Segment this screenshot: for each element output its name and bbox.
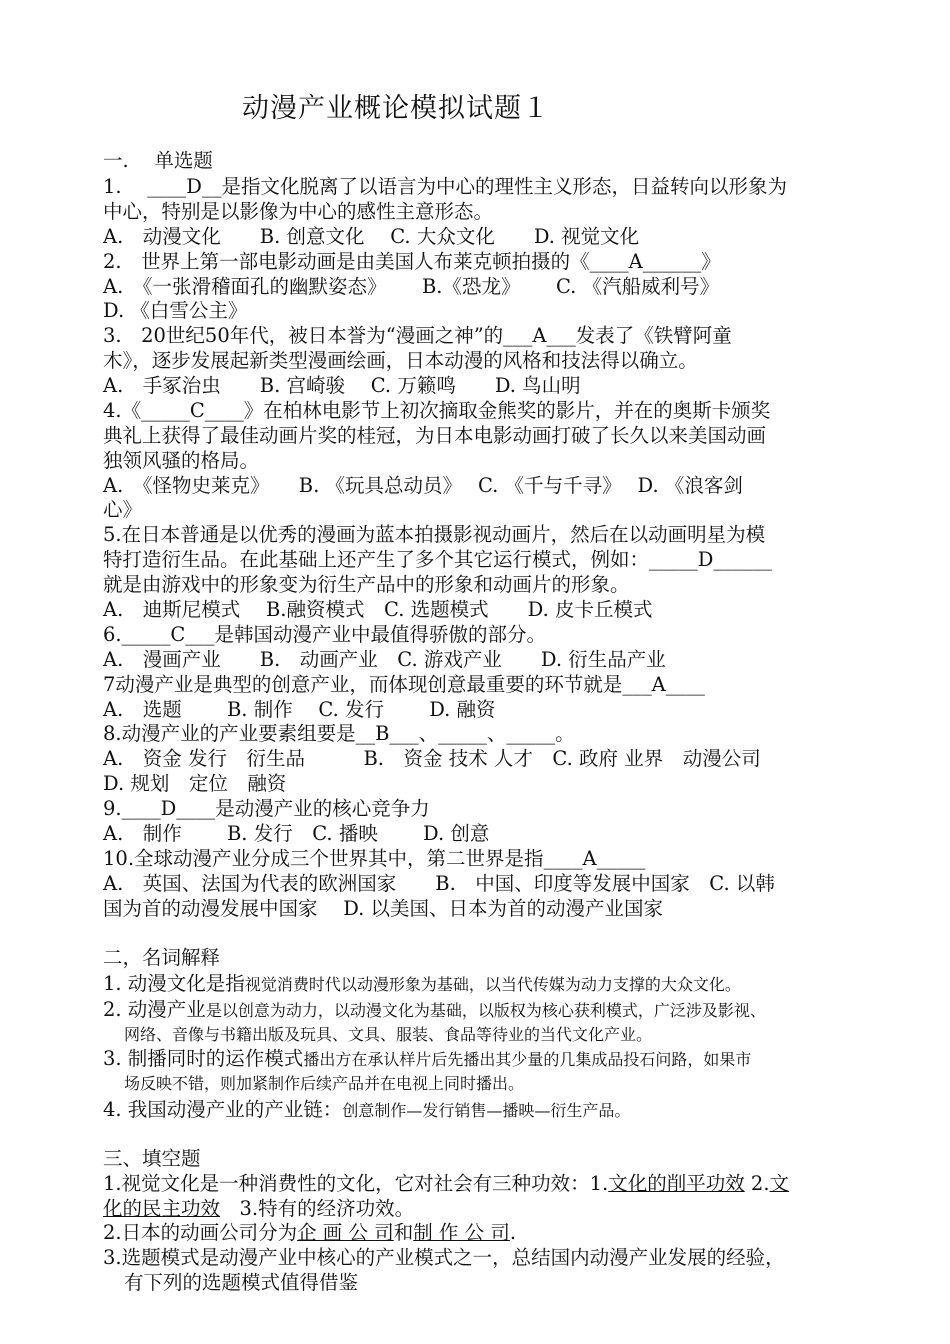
question-5-cont: 特打造衍生品。在此基础上还产生了多个其它运行模式，例如：_____D______ bbox=[103, 548, 772, 571]
question-10-options: A. 英国、法国为代表的欧洲国家 B. 中国、印度等发展中国家 C. 以韩 bbox=[103, 872, 775, 895]
term-3-definition-cont: 场反映不错，则加紧制作后续产品并在电视上同时播出。 bbox=[124, 1074, 525, 1093]
question-4-cont2: 独领风骚的格局。 bbox=[103, 449, 260, 472]
question-10-options-cont: 国为首的动漫发展中国家 D. 以美国、日本为首的动漫产业国家 bbox=[103, 897, 664, 920]
question-6-options: A. 漫画产业 B. 动画产业 C. 游戏产业 D. 衍生品产业 bbox=[103, 648, 666, 671]
term-1 bbox=[103, 971, 741, 997]
term-3 bbox=[103, 1046, 751, 1072]
term-4-definition: 创意制作—发行销售—播映—衍生产品。 bbox=[342, 1101, 631, 1120]
question-4: 4.《_____C____》在柏林电影节上初次摘取金熊奖的影片，并在的奥斯卡颁奖 bbox=[103, 399, 771, 422]
question-9-options: A. 制作 B. 发行 C. 播映 D. 创意 bbox=[103, 822, 490, 845]
question-9: 9.____D____是动漫产业的核心竞争力 bbox=[103, 797, 430, 820]
section-heading-fill-blank: 三、填空题 bbox=[103, 1147, 201, 1170]
fill-3-cont: 有下列的选题模式值得借鉴 bbox=[124, 1271, 359, 1294]
question-2-options: A. 《一张滑稽面孔的幽默姿态》 B.《恐龙》 C. 《汽船威利号》 bbox=[103, 275, 720, 298]
question-5-cont2: 就是由游戏中的形象变为衍生产品中的形象和动画片的形象。 bbox=[103, 573, 630, 596]
fill-2-tail: . bbox=[509, 1221, 517, 1244]
term-2-definition-cont: 网络、音像与书籍出版及玩具、文具、服装、食品等待业的当代文化产业。 bbox=[124, 1025, 653, 1044]
question-6: 6._____C___是韩国动漫产业中最值得骄傲的部分。 bbox=[103, 623, 547, 646]
term-2-definition: 是以创意为动力，以动漫文化为基础，以版权为核心获利模式，广泛涉及影视、 bbox=[205, 1001, 766, 1020]
question-7-options: A. 选题 B. 制作 C. 发行 D. 融资 bbox=[103, 698, 496, 721]
question-8-options: A. 资金 发行 衍生品 B. 资金 技术 人才 C. 政府 业界 动漫公司 bbox=[103, 747, 761, 770]
fill-3: 3.选题模式是动漫产业中核心的产业模式之一，总结国内动漫产业发展的经验， bbox=[103, 1246, 785, 1269]
term-2-label: 2. 动漫产业 bbox=[103, 998, 206, 1021]
question-3: 3. 20世纪50年代，被日本誉为“漫画之神”的___A___发表了《铁臂阿童 bbox=[103, 324, 732, 347]
question-2: 2. 世界上第一部电影动画是由美国人布莱克顿拍摄的《____A______》 bbox=[103, 250, 721, 273]
question-1-cont: 中心，特别是以影像为中心的感性主意形态。 bbox=[103, 200, 494, 223]
question-5-options: A. 迪斯尼模式 B.融资模式 C. 选题模式 D. 皮卡丘模式 bbox=[103, 598, 653, 621]
question-8-options-cont: D. 规划 定位 融资 bbox=[103, 772, 287, 795]
question-4-options-cont: 心》 bbox=[103, 498, 143, 521]
section-heading-single-choice: 一. 单选题 bbox=[103, 149, 213, 172]
fill-2-answer-1: 企 画 公 司 bbox=[297, 1221, 394, 1244]
question-1-options: A. 动漫文化 B. 创意文化 C. 大众文化 D. 视觉文化 bbox=[103, 225, 640, 248]
fill-1-text: 1.视觉文化是一种消费性的文化，它对社会有三种功效：1. bbox=[103, 1172, 609, 1195]
question-4-options: A. 《怪物史莱克》 B. 《玩具总动员》 C. 《千与千寻》 D. 《浪客剑 bbox=[103, 474, 743, 497]
fill-2-mid: 和 bbox=[393, 1221, 414, 1244]
fill-1-answer-1: 文化的削平功效 bbox=[608, 1172, 745, 1195]
term-4-label: 4. 我国动漫产业的产业链： bbox=[103, 1098, 343, 1121]
question-3-cont: 木》，逐步发展起新类型漫画绘画，日本动漫的风格和技法得以确立。 bbox=[103, 349, 698, 372]
fill-2-text: 2.日本的动画公司分为 bbox=[103, 1221, 298, 1244]
question-2-options-cont: D. 《白雪公主》 bbox=[103, 299, 248, 322]
question-8: 8.动漫产业的产业要素组要是__B___、_____、_____。 bbox=[103, 722, 575, 745]
fill-1-tail: 3.特有的经济功效。 bbox=[220, 1197, 415, 1220]
term-2 bbox=[103, 997, 766, 1023]
fill-1-mid: 2. bbox=[744, 1172, 770, 1195]
question-10: 10.全球动漫产业分成三个世界其中，第二世界是指____A_____ bbox=[103, 847, 646, 870]
fill-2 bbox=[103, 1220, 516, 1245]
term-4 bbox=[103, 1097, 630, 1123]
fill-1-answer-2-cont: 化的民主功效 bbox=[103, 1197, 221, 1220]
page-title: 动漫产业概论模拟试题１ bbox=[242, 93, 550, 124]
fill-1 bbox=[103, 1171, 789, 1196]
term-1-label: 1. 动漫文化是指 bbox=[103, 972, 245, 995]
fill-2-answer-2: 制 作 公 司 bbox=[413, 1221, 510, 1244]
fill-1-answer-2: 文 bbox=[769, 1172, 790, 1195]
question-4-cont: 典礼上获得了最佳动画片奖的桂冠，为日本电影动画打破了长久以来美国动画 bbox=[103, 424, 767, 447]
question-1: 1. ____D__是指文化脱离了以语言为中心的理性主义形态，日益转向以形象为 bbox=[103, 175, 787, 198]
question-3-options: A. 手冢治虫 B. 宫崎骏 C. 万籁鸣 D. 鸟山明 bbox=[103, 374, 581, 397]
term-3-label: 3. 制播同时的运作模式 bbox=[103, 1047, 304, 1070]
question-7: 7动漫产业是典型的创意产业，而体现创意最重要的环节就是___A____ bbox=[103, 673, 705, 696]
fill-1-cont bbox=[103, 1196, 414, 1221]
question-5: 5.在日本普通是以优秀的漫画为蓝本拍摄影视动画片，然后在以动画明星为模 bbox=[103, 523, 766, 546]
term-1-definition: 视觉消费时代以动漫形象为基础，以当代传媒为动力支撑的大众文化。 bbox=[244, 975, 741, 994]
section-heading-terms: 二，名词解释 bbox=[103, 946, 221, 969]
term-3-definition: 播出方在承认样片后先播出其少量的几集成品投石问路，如果市 bbox=[303, 1050, 752, 1069]
